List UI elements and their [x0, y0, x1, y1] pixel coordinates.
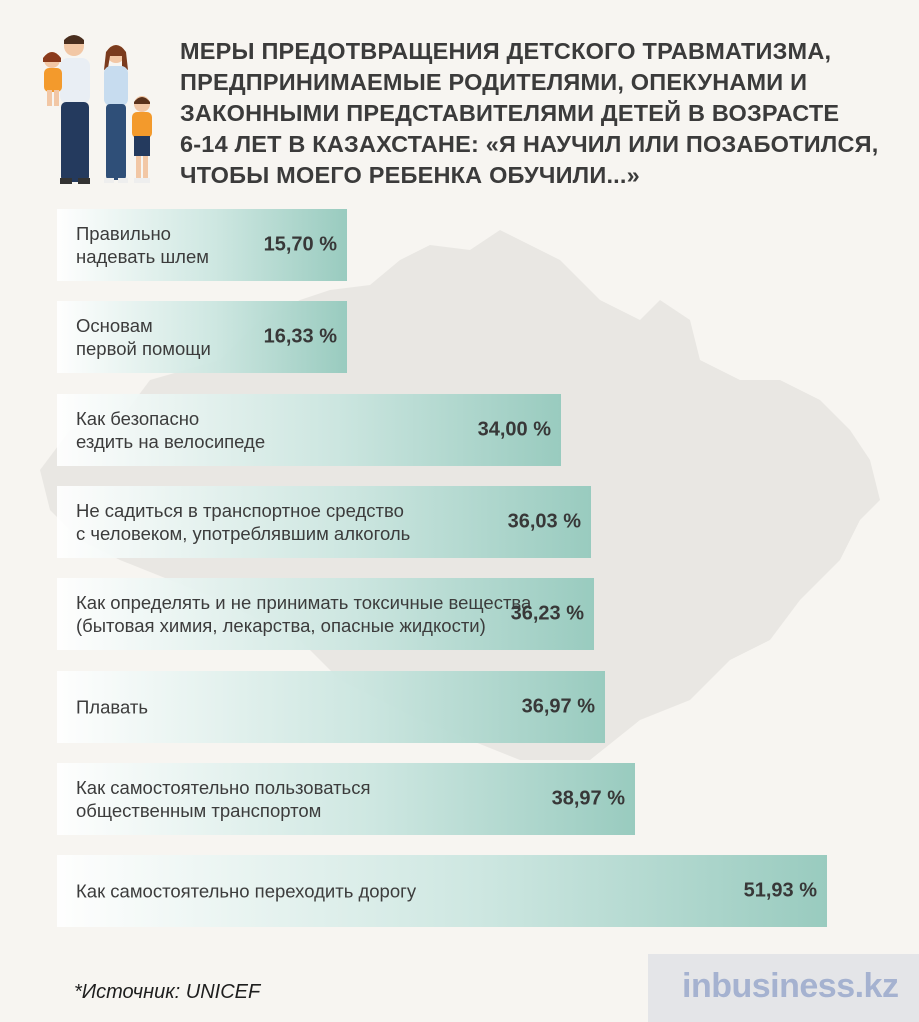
bar [57, 578, 594, 650]
bar-value-label: 36,97 % [521, 695, 595, 718]
title-line: ЧТОБЫ МОЕГО РЕБЕНКА ОБУЧИЛИ...» [180, 162, 640, 188]
bar-category-label: Как определять и не принимать токсичные вещества (бытовая химия, лекарства, опасные жидкости) [76, 592, 532, 636]
title-line: 6-14 ЛЕТ В КАЗАХСТАНЕ: «Я НАУЧИЛ ИЛИ ПОЗАБОТИЛСЯ, [180, 131, 879, 157]
bar [57, 671, 605, 743]
title-line: МЕРЫ ПРЕДОТВРАЩЕНИЯ ДЕТСКОГО ТРАВМАТИЗМА, [180, 38, 832, 64]
brand-watermark [648, 954, 919, 1022]
title-line: ЗАКОННЫМИ ПРЕДСТАВИТЕЛЯМИ ДЕТЕЙ В ВОЗРАСТЕ [180, 100, 840, 126]
bar-value-label: 36,03 % [507, 510, 581, 533]
bar-category-label: Основам первой помощи [76, 315, 211, 359]
bar [57, 763, 635, 835]
bar [57, 394, 561, 466]
bar-category-label: Как самостоятельно пользоваться общественным транспортом [76, 777, 371, 821]
bar [57, 486, 591, 558]
bar-category-label: Как самостоятельно переходить дорогу [76, 880, 417, 902]
bar-value-label: 15,70 % [263, 233, 337, 256]
bar-value-label: 16,33 % [263, 325, 337, 348]
bar-value-label: 51,93 % [743, 879, 817, 902]
bar-category-label: Как безопасно ездить на велосипеде [76, 408, 266, 452]
bar-category-label: Плавать [76, 696, 148, 718]
bar-value-label: 38,97 % [551, 787, 625, 810]
bar-category-label: Правильно надевать шлем [76, 223, 209, 267]
source-note: *Источник: UNICEF [74, 981, 261, 1003]
bar-category-label: Не садиться в транспортное средство с человеком, употреблявшим алкоголь [76, 500, 411, 544]
brand-logo-text: inbusiness.kz [682, 967, 899, 1005]
bar-value-label: 34,00 % [477, 418, 551, 441]
bar [57, 301, 347, 373]
bar-value-label: 36,23 % [510, 602, 584, 625]
bar [57, 209, 347, 281]
title-line: ПРЕДПРИНИМАЕМЫЕ РОДИТЕЛЯМИ, ОПЕКУНАМИ И [180, 69, 808, 95]
bar [57, 855, 827, 927]
